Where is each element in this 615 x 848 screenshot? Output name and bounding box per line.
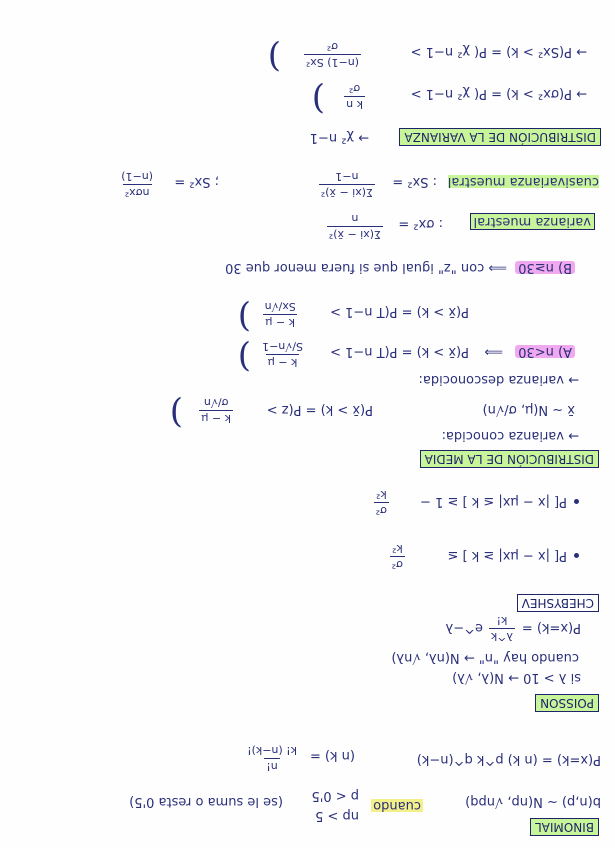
binomial-approx: b(n,p) ~ N(np, √npq) [465, 794, 601, 809]
binomial-header: BINOMIAL [530, 818, 599, 836]
chebyshev-fraction-1 [390, 543, 405, 570]
binomial-comb-num: n! [266, 760, 278, 773]
media-prob-a-num: k − μ [267, 356, 298, 369]
media-prob-a-lhs: P(x̄ > k) = P(T n−1 > [330, 344, 469, 359]
media-prob-a2-fraction [263, 301, 297, 328]
varianza-muestral-den: n [351, 212, 359, 225]
media-prob-a2-lhs: P(x̄ > k) = P(T n−1 > [330, 304, 469, 319]
varianza-prob-2: → P(Sx² > k) = P( χ² n−1 > [410, 44, 587, 59]
cuasivarianza-fraction [319, 171, 375, 198]
chebyshev-ineq-2: P[ |x − μx| ≤ k ] ≥ 1 − [420, 494, 567, 509]
media-prob-a-fraction [262, 341, 303, 368]
media-case-b-text: ⟹ con "z" igual que si fuera menor que 30 [225, 260, 507, 275]
media-unknown-label: → varianza desconocida: [418, 372, 579, 387]
cuasivarianza-num: Σ(xi − x̄)² [320, 186, 373, 199]
binomial-comb-den: k! (n−k)! [247, 744, 297, 757]
poisson-pmf-den: k! [496, 614, 508, 627]
varianza-prob-1-den: σ² [348, 82, 361, 95]
poisson-pmf-lhs: P(x=k) = [521, 620, 581, 635]
media-prob-fraction [199, 397, 233, 424]
media-case-a: A) n<30 [515, 345, 575, 358]
poisson-pmf-num: λ^k [490, 630, 513, 643]
cuasivarianza-rel-den: (n−1) [121, 170, 153, 183]
paren-close: ) [237, 297, 251, 337]
poisson-pmf-rhs: e^−λ [445, 620, 483, 635]
media-distribution: x̄ ~ N(μ, σ/√n) [482, 402, 575, 417]
varianza-muestral-label: varianza muestral [470, 213, 595, 230]
varianza-muestral-eq: : σx² = [398, 216, 443, 231]
varianza-chi: → χ² n−1 [309, 130, 369, 145]
varianza-header: DISTRIBUCIÓN DE LA VARIANZA [399, 128, 601, 146]
chebyshev-num-1: σ² [391, 558, 403, 571]
bullet-icon [574, 499, 579, 504]
binomial-comb-lhs: (n k) = [309, 748, 355, 763]
varianza-prob-1-fraction [344, 83, 365, 110]
media-arrow-a: ⟹ [484, 344, 503, 359]
poisson-pmf-fraction [489, 615, 515, 642]
chebyshev-ineq-1: P[ |x − μx| ≥ k ] ≤ [447, 548, 567, 563]
varianza-prob-1-num: k n [346, 98, 363, 111]
chebyshev-header: CHEBYSHEV [517, 594, 599, 612]
paren-close: ) [237, 337, 251, 377]
poisson-approx-2: cuando hay "n" → N(nλ, √nλ) [391, 650, 579, 665]
binomial-note: (se le suma o resta 0'5) [129, 794, 283, 809]
binomial-comb-fraction [247, 745, 297, 772]
varianza-prob-1: → P(σx² > k) = P( χ² n−1 > [410, 86, 587, 101]
media-prob-den: σ/√n [203, 396, 229, 409]
media-known-label: → varianza conocida: [441, 428, 579, 443]
chebyshev-den-2: k² [375, 488, 387, 501]
media-prob-a-den: S/√n−1 [262, 340, 303, 353]
binomial-cond-p: p < 0'5 [311, 788, 359, 803]
cuasivarianza-rel-num: nσx² [124, 186, 150, 199]
varianza-muestral-num: Σ(xi − x̄)² [328, 228, 381, 241]
binomial-pmf: P(x=k) = (n k) p^k q^(n−k) [416, 752, 601, 767]
cuasivarianza-relation: ; Sx² = [174, 174, 219, 189]
chebyshev-fraction-2 [374, 489, 389, 516]
paren-close: ) [311, 79, 325, 119]
bullet-icon [574, 553, 579, 558]
varianza-prob-2-fraction [304, 41, 361, 68]
varianza-muestral-fraction [327, 213, 383, 240]
cuasivarianza-eq: : Sx² = [392, 174, 437, 189]
poisson-approx-1: si λ > 10 → N(λ, √λ) [452, 670, 581, 685]
varianza-prob-2-num: (n−1) Sx² [305, 56, 359, 69]
media-prob-a2-den: Sx/√n [264, 300, 296, 313]
chebyshev-num-2: σ² [375, 504, 387, 517]
cuasivarianza-label: cuasivarianza muestral [447, 174, 599, 189]
cuasivarianza-den: n−1 [335, 170, 359, 183]
media-case-b: B) n≥30 [515, 261, 575, 274]
paren-close: ) [169, 393, 183, 433]
poisson-header: POISSON [535, 694, 599, 712]
media-prob-lhs: P(x̄ > k) = P(z > [266, 402, 373, 417]
varianza-prob-2-den: σ² [326, 40, 339, 53]
media-prob-num: k − μ [201, 412, 231, 425]
media-prob-a2-num: k − μ [265, 316, 295, 329]
chebyshev-den-1: k² [391, 542, 403, 555]
cuasivarianza-relation-fraction [121, 171, 153, 198]
binomial-cond-np: np > 5 [315, 808, 359, 823]
binomial-cuando: cuando [373, 798, 421, 813]
paren-close: ) [267, 37, 281, 77]
media-header: DISTRIBUCIÓN DE LA MEDIA [420, 450, 599, 468]
